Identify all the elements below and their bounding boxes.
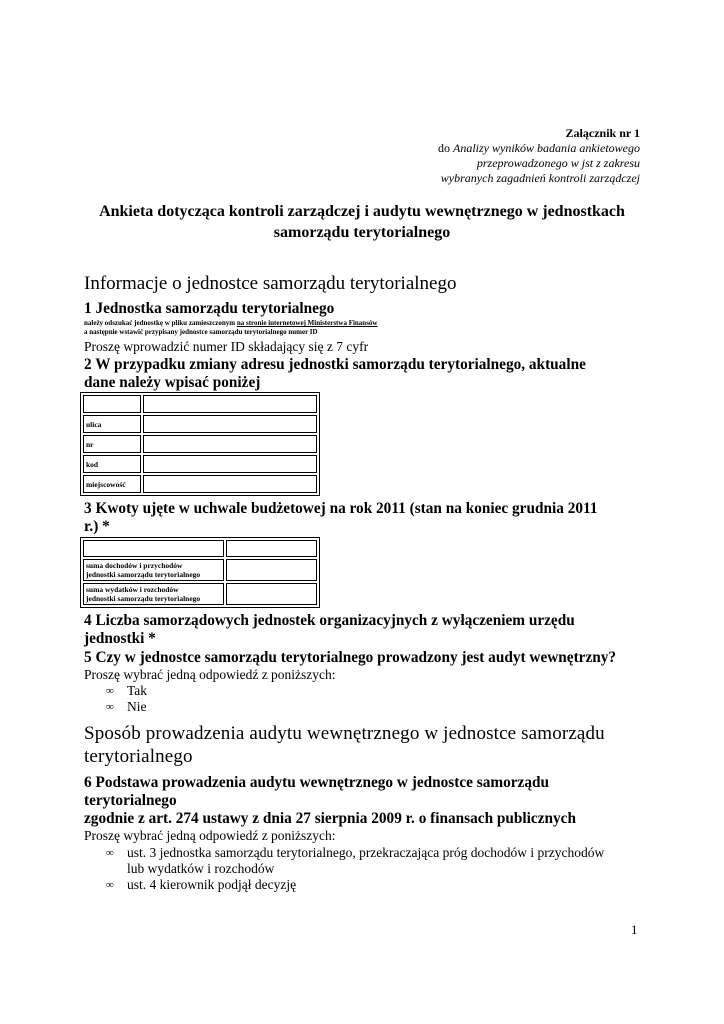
address-row-label: kod <box>83 455 141 473</box>
budget-row-label-line-1: suma dochodów i przychodów <box>86 561 183 570</box>
budget-row-label <box>83 559 224 581</box>
question-1-prompt: Proszę wprowadzić numer ID składający się z 7 cyfr <box>84 339 369 354</box>
question-3-heading-line-1: 3 Kwoty ujęte w uchwale budżetowej na rok 2011 (stan na koniec grudnia 2011 <box>84 500 598 517</box>
question-2-heading <box>84 356 640 392</box>
page-number: 1 <box>631 922 638 937</box>
option-label: Nie <box>127 699 147 714</box>
budget-table <box>80 537 320 608</box>
bullet-icon: ∞ <box>106 879 114 891</box>
question-3-heading-line-2: r.) * <box>84 518 110 535</box>
survey-title-line-2: samorządu terytorialnego <box>273 224 451 241</box>
question-1-heading: 1 Jednostka samorządu terytorialnego <box>84 300 335 317</box>
question-5-heading: 5 Czy w jednostce samorządu terytorialnego prowadzony jest audyt wewnętrzny? <box>84 649 617 666</box>
section-2-heading <box>84 722 640 768</box>
question-2-heading-line-1: 2 W przypadku zmiany adresu jednostki samorządu terytorialnego, aktualne <box>84 356 586 373</box>
option-label: ust. 4 kierownik podjął decyzję <box>127 877 297 892</box>
number-input[interactable] <box>143 435 317 453</box>
question-4-heading-line-2: jednostki * <box>84 630 156 647</box>
question-4-heading-line-1: 4 Liczba samorządowych jednostek organizacyjnych z wyłączeniem urzędu <box>84 612 575 629</box>
question-1-note-2: a następnie wstawić przypisany jednostce samorządu terytorialnego numer ID <box>84 328 318 336</box>
income-input[interactable] <box>226 559 317 581</box>
budget-row-label <box>83 540 224 557</box>
question-2-heading-line-2: dane należy wpisać poniżej <box>84 374 261 391</box>
question-5-prompt: Proszę wybrać jedną odpowiedź z poniższych: <box>84 667 336 682</box>
annex-line-1-italic: Analizy wyników badania ankietowego <box>453 141 640 155</box>
address-row-label <box>83 395 141 413</box>
annex-line-2: przeprowadzonego w jst z zakresu <box>476 156 640 170</box>
budget-row-label <box>83 583 224 605</box>
bullet-icon: ∞ <box>106 847 114 859</box>
annex-line-3: wybranych zagadnień kontroli zarządczej <box>440 171 640 185</box>
bullet-icon: ∞ <box>106 685 114 697</box>
street-input[interactable] <box>143 415 317 433</box>
option-label: Tak <box>127 683 148 698</box>
ministry-link[interactable]: na stronie internetowej Ministerstwa Finansów <box>236 319 378 327</box>
annex-line-1 <box>438 141 640 156</box>
address-row-label: nr <box>83 435 141 453</box>
section-1-heading: Informacje o jednostce samorządu terytorialnego <box>84 273 457 294</box>
survey-title <box>84 201 640 243</box>
bullet-icon: ∞ <box>106 701 114 713</box>
option-label-line-2: lub wydatków i rozchodów <box>127 861 275 876</box>
question-6-heading-line-1: 6 Podstawa prowadzenia audytu wewnętrznego w jednostce samorządu <box>84 774 549 791</box>
expenses-input[interactable] <box>226 583 317 605</box>
address-table <box>80 392 320 496</box>
budget-row-label-line-2: jednostki samorządu terytorialnego <box>86 570 201 579</box>
address-row-label: ulica <box>83 415 141 433</box>
question-6-heading-line-2: terytorialnego <box>84 792 177 809</box>
annex-title: Załącznik nr 1 <box>565 126 640 140</box>
question-6-heading <box>84 774 640 828</box>
question-6-heading-line-3: zgodnie z art. 274 ustawy z dnia 27 sierpnia 2009 r. o finansach publicznych <box>84 810 576 827</box>
budget-row-label-line-1: suma wydatków i rozchodów <box>86 585 179 594</box>
question-1-note-1 <box>84 319 377 328</box>
question-6-prompt: Proszę wybrać jedną odpowiedź z poniższych: <box>84 828 336 843</box>
survey-title-line-1: Ankieta dotycząca kontroli zarządczej i audytu wewnętrznego w jednostkach <box>99 203 625 220</box>
city-input[interactable] <box>143 475 317 493</box>
address-input-blank[interactable] <box>143 395 317 413</box>
budget-input-blank[interactable] <box>226 540 317 557</box>
address-row-label: miejscowość <box>83 475 141 493</box>
annex-line-1-prefix: do <box>438 141 454 155</box>
section-2-heading-line-1: Sposób prowadzenia audytu wewnętrznego w jednostce samorządu <box>84 723 605 744</box>
postal-code-input[interactable] <box>143 455 317 473</box>
option-label-line-1: ust. 3 jednostka samorządu terytorialnego, przekraczająca próg dochodów i przychodów <box>127 845 605 860</box>
question-4-heading <box>84 612 640 648</box>
budget-row-label-line-2: jednostki samorządu terytorialnego <box>86 594 201 603</box>
question-3-heading <box>84 500 640 536</box>
question-1-note-prefix: należy odszukać jednostkę w pliku zamieszczonym <box>84 319 237 327</box>
annex-header <box>438 126 640 186</box>
section-2-heading-line-2: terytorialnego <box>84 746 193 767</box>
